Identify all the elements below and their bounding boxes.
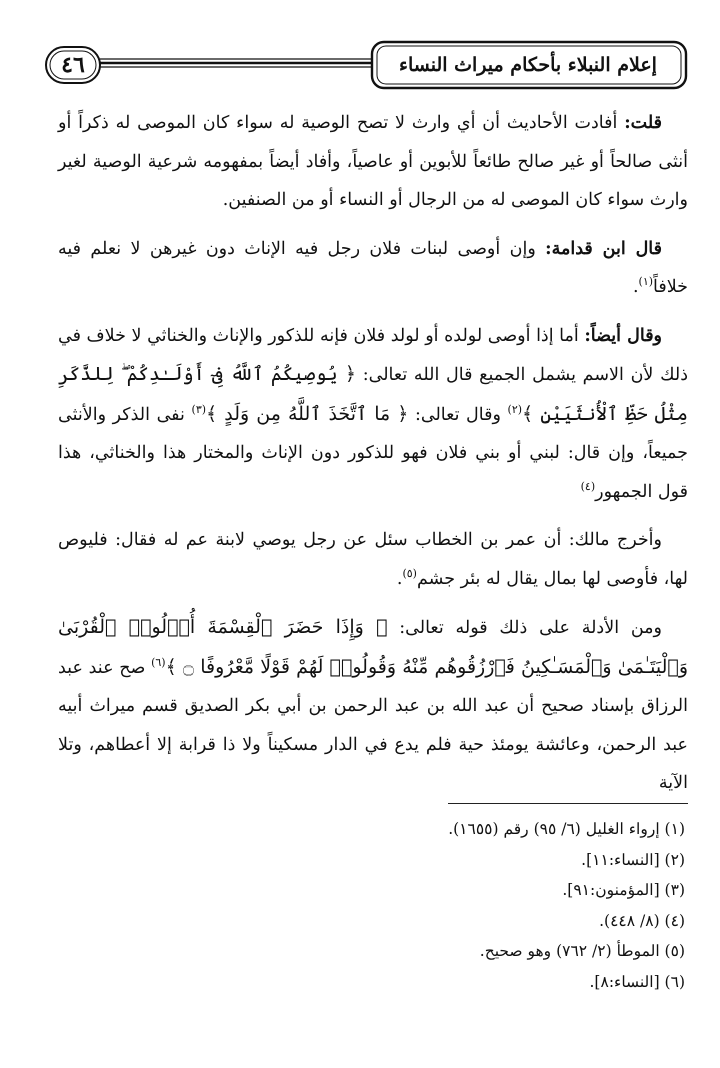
paragraph-lead: قلت: bbox=[624, 113, 662, 133]
main-text bbox=[58, 104, 688, 813]
paragraph-lead: قال ابن قدامة: bbox=[545, 238, 662, 259]
paragraph-text: صح عند عبد الرزاق بإسناد صحيح أن عبد الله بن عبد الرحمن بن أبي بكر الصديق قسم ميراث أبيه عبد الرحمن، وعائشة يومئذ حية فلم يدع في الدار مسكيناً ولا ذا قرابة إلا أعطاهم، وتلا الآية bbox=[58, 657, 688, 793]
paragraph-2 bbox=[58, 230, 688, 307]
footnote-ref[interactable]: (٥) bbox=[402, 566, 417, 580]
footnote-ref[interactable]: (٦) bbox=[151, 655, 166, 669]
footnote-ref[interactable]: (٢) bbox=[507, 402, 523, 416]
book-title: إعلام النبلاء بأحكام ميراث النساء bbox=[399, 54, 657, 76]
paragraph-lead: وقال أيضاً: bbox=[584, 325, 663, 346]
paragraph-text: أما إذا أوصى لولده أو لولد فلان فإنه للذكور والإناث والخناثي لا خلاف في ذلك لأن الاسم يشمل الجميع قال الله تعالى: bbox=[58, 325, 689, 385]
quran-verse: ﴿ مَا ٱتَّخَذَ ٱللَّهُ مِن وَلَدٍ ﴾ bbox=[206, 402, 409, 425]
paragraph-3 bbox=[58, 317, 688, 512]
footnote-ref[interactable]: (٣) bbox=[191, 402, 207, 416]
footnote-divider bbox=[448, 803, 688, 804]
footnote-item: (٥) الموطأ (٢/ ٧٦٢) وهو صحيح. bbox=[479, 942, 685, 960]
footnote-item: (٤) (٨/ ٤٤٨). bbox=[599, 911, 685, 930]
paragraph-4 bbox=[58, 521, 688, 598]
footnote-ref[interactable]: (٤) bbox=[580, 479, 596, 493]
footnote-item: (٦) [النساء:٨]. bbox=[589, 972, 685, 991]
paragraph-text: نفى الذكر والأنثى جميعاً، وإن قال: لبني أو بني فلان فهو للذكور دون الإناث والمختار هذا والخناثي، هذا قول الجمهور bbox=[58, 404, 688, 502]
paragraph-5 bbox=[58, 608, 688, 803]
paragraph-text: ومن الأدلة على ذلك قوله تعالى: bbox=[387, 618, 662, 638]
paragraph-1 bbox=[58, 104, 688, 220]
footnote-item: (٢) [النساء:١١]. bbox=[581, 850, 685, 869]
paragraph-text: وإن أوصى لبنات فلان رجل فيه الإناث دون غيرهن لا نعلم فيه خلافاً bbox=[58, 238, 688, 297]
paragraph-end: . bbox=[632, 277, 639, 297]
footnote-ref[interactable]: (١) bbox=[638, 275, 654, 289]
paragraph-text: أفادت الأحاديث أن أي وارث لا تصح الوصية له سواء كان الموصى له ذكراً أو أنثى صالحاً أو غير صالح طائعاً للأبوين أو عاصياً، وأفاد أيضاً بمفهومه شرعية الوصية لغير وارث سواء كان الموصى له من الرجال أو النساء أو من الصنفين. bbox=[58, 113, 688, 210]
footnote-item: (٣) [المؤمنون:٩١]. bbox=[562, 881, 685, 899]
paragraph-text: وقال تعالى: bbox=[408, 404, 508, 425]
footnote-item: (١) إرواء الغليل (٦/ ٩٥) رقم (١٦٥٥). bbox=[448, 820, 685, 838]
page-header bbox=[40, 38, 688, 92]
quran-verse: ﴿ وَإِذَا حَضَرَ ٱلْقِسْمَةَ أُو۟لُوا۟ ٱلْقُرْبَىٰ وَٱلْيَتَـٰمَىٰ وَٱلْمَسَـٰكِينُ فَٱرْزُقُوهُم مِّنْهُ وَقُولُوا۟ لَهُمْ قَوْلًا مَّعْرُوفًا ۝ ﴾ bbox=[58, 616, 688, 678]
paragraph-end: . bbox=[396, 568, 403, 589]
paragraph-text: وأخرج مالك: أن عمر بن الخطاب سئل عن رجل يوصي لابنة عم له فقال: فليوص لها، فأوصى لها بمال يقال له بئر جشم bbox=[58, 530, 688, 589]
quran-verse: ﴿ يُوصِيكُمُ ٱللَّهُ فِىٓ أَوْلَـٰدِكُمْ ۖ لِلذَّكَرِ مِثْلُ حَظِّ ٱلْأُنثَيَيْنِ ﴾ bbox=[58, 363, 688, 425]
page-number: ٤٦ bbox=[61, 52, 85, 78]
footnotes bbox=[58, 814, 685, 997]
